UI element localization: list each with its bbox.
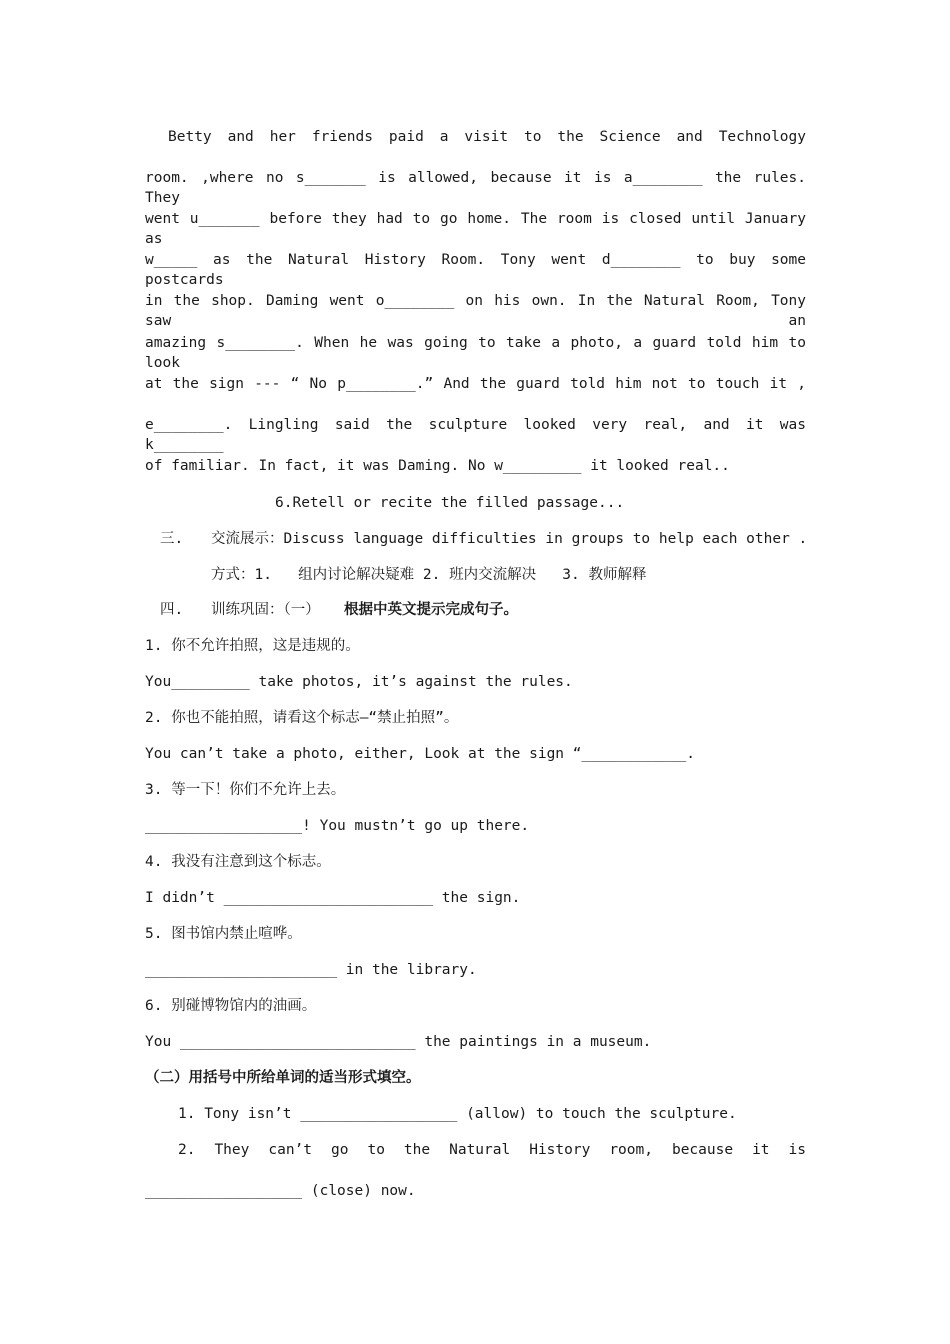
- passage-line-7: at the sign --- “ No p________.” And the guard told him not to touch it ,: [145, 376, 806, 392]
- step-6: 6.Retell or recite the filled passage...: [275, 495, 625, 511]
- exercise-6-english: You ___________________________ the paintings in a museum.: [145, 1034, 652, 1050]
- part-2-item-2-line-2: __________________ (close) now.: [145, 1183, 416, 1199]
- passage-line-3: went u_______ before they had to go home. The room is closed until January as: [145, 211, 806, 247]
- exercise-3-chinese: 3. 等一下！你们不允许上去。: [145, 782, 346, 798]
- exercise-5-chinese: 5. 图书馆内禁止喧哗。: [145, 926, 302, 942]
- part-2-item-1: 1. Tony isn’t __________________ (allow) to touch the sculpture.: [178, 1106, 737, 1122]
- exercise-1-chinese: 1. 你不允许拍照，这是违规的。: [145, 638, 360, 654]
- exercise-6-chinese: 6. 别碰博物馆内的油画。: [145, 998, 317, 1014]
- section-3-text: 交流展示：Discuss language difficulties in groups to help each other .: [211, 531, 808, 547]
- exercise-4-chinese: 4. 我没有注意到这个标志。: [145, 854, 331, 870]
- passage-line-1: Betty and her friends paid a visit to the Science and Technology: [168, 129, 806, 145]
- passage-line-4: w_____ as the Natural History Room. Tony went d________ to buy some postcards: [145, 252, 806, 288]
- passage-line-9: of familiar. In fact, it was Daming. No w_________ it looked real..: [145, 458, 730, 474]
- section-4-number: 四.: [160, 602, 184, 618]
- exercise-3-english: __________________! You mustn’t go up there.: [145, 818, 530, 834]
- part-2-item-2-line-1: 2. They can’t go to the Natural History room, because it is: [178, 1142, 806, 1158]
- passage-line-6: amazing s________. When he was going to take a photo, a guard told him to look: [145, 335, 806, 371]
- section-3-number: 三.: [160, 531, 184, 547]
- exercise-1-english: You_________ take photos, it’s against the rules.: [145, 674, 573, 690]
- passage-line-5: in the shop. Daming went o________ on his own. In the Natural Room, Tony saw an: [145, 293, 806, 329]
- passage-line-8: e________. Lingling said the sculpture looked very real, and it was k________: [145, 417, 806, 453]
- exercise-5-english: ______________________ in the library.: [145, 962, 477, 978]
- exercise-2-chinese: 2. 你也不能拍照，请看这个标志—“禁止拍照”。: [145, 710, 459, 726]
- exercise-4-english: I didn’t ________________________ the sign.: [145, 890, 521, 906]
- section-4-label: 训练巩固：（一）: [211, 602, 320, 618]
- part-2-title: （二）用括号中所给单词的适当形式填空。: [145, 1070, 421, 1086]
- section-4-title: 根据中英文提示完成句子。: [344, 602, 518, 618]
- section-3-method: 方式：1. 组内讨论解决疑难 2. 班内交流解决 3. 教师解释: [211, 567, 647, 583]
- exercise-2-english: You can’t take a photo, either, Look at the sign “____________.: [145, 746, 695, 762]
- passage-line-2: room. ,where no s_______ is allowed, because it is a________ the rules. They: [145, 170, 806, 206]
